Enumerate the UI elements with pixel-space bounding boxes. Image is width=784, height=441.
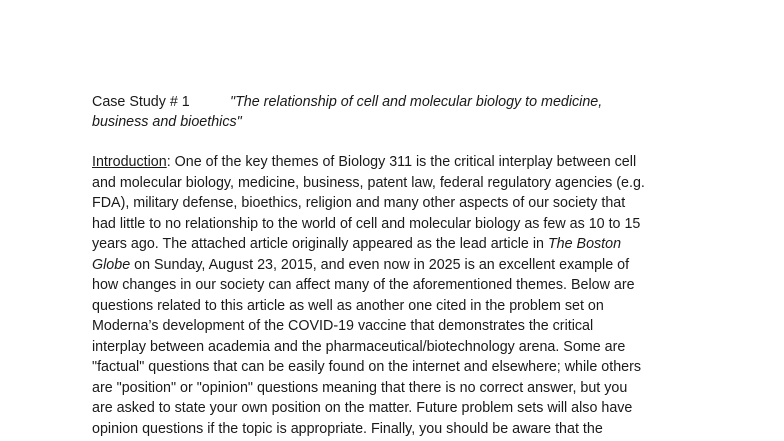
introduction-paragraph xyxy=(92,152,712,439)
text-run: years ago. The attached article originally appeared as the lead article in xyxy=(92,236,548,252)
text-run: opinion questions if the topic is appropriate. Finally, you should be aware that the xyxy=(92,420,603,437)
text-run: : One of the key themes of Biology 311 is the critical interplay between cell xyxy=(166,154,637,170)
paragraph-line xyxy=(92,398,712,419)
paragraph-line xyxy=(92,419,712,440)
text-run: how changes in our society can affect many of the aforementioned themes. Below are xyxy=(92,277,635,293)
paragraph-line xyxy=(92,296,712,317)
introduction-label: Introduction xyxy=(92,154,167,170)
text-run: on Sunday, August 23, 2015, and even now in 2025 is an excellent example of xyxy=(130,256,630,273)
case-study-heading xyxy=(92,92,712,132)
text-run: FDA), military defense, bioethics, religion and many other aspects of our society that xyxy=(92,195,626,211)
paragraph-line xyxy=(92,193,712,214)
paragraph-line xyxy=(92,214,712,235)
text-run: questions related to this article as well as another one cited in the problem set on xyxy=(92,297,604,314)
italic-text: Globe xyxy=(92,256,131,273)
italic-text: The Boston xyxy=(547,236,622,252)
paragraph-line xyxy=(92,357,712,378)
paragraph-line xyxy=(92,255,712,276)
text-run: and molecular biology, medicine, business, patent law, federal regulatory agencies (e.g. xyxy=(92,174,645,191)
text-run: had little to no relationship to the world of cell and molecular biology as few as 10 to 15 xyxy=(92,215,641,232)
paragraph-line xyxy=(92,275,712,296)
paragraph-line xyxy=(92,152,712,173)
case-study-label: Case Study # 1 xyxy=(92,94,190,110)
case-study-title-line-1: "The relationship of cell and molecular biology to medicine, xyxy=(230,94,603,110)
paragraph-line xyxy=(92,234,712,255)
text-run: interplay between academia and the pharmaceutical/biotechnology arena. Some are xyxy=(92,338,626,355)
text-run: "factual" questions that can be easily found on the internet and elsewhere; while others xyxy=(92,359,642,375)
text-run: are "position" or "opinion" questions meaning that there is no correct answer, but you xyxy=(92,379,628,396)
heading-line-1 xyxy=(92,92,712,112)
paragraph-line xyxy=(92,337,712,358)
paragraph-line xyxy=(92,378,712,399)
paragraph-line xyxy=(92,316,712,337)
text-run: Moderna’s development of the COVID-19 vaccine that demonstrates the critical xyxy=(92,318,594,334)
case-study-title-line-2: business and bioethics" xyxy=(92,114,242,130)
paragraph-line xyxy=(92,173,712,194)
text-run: are asked to state your own position on the matter. Future problem sets will also have xyxy=(92,400,633,416)
